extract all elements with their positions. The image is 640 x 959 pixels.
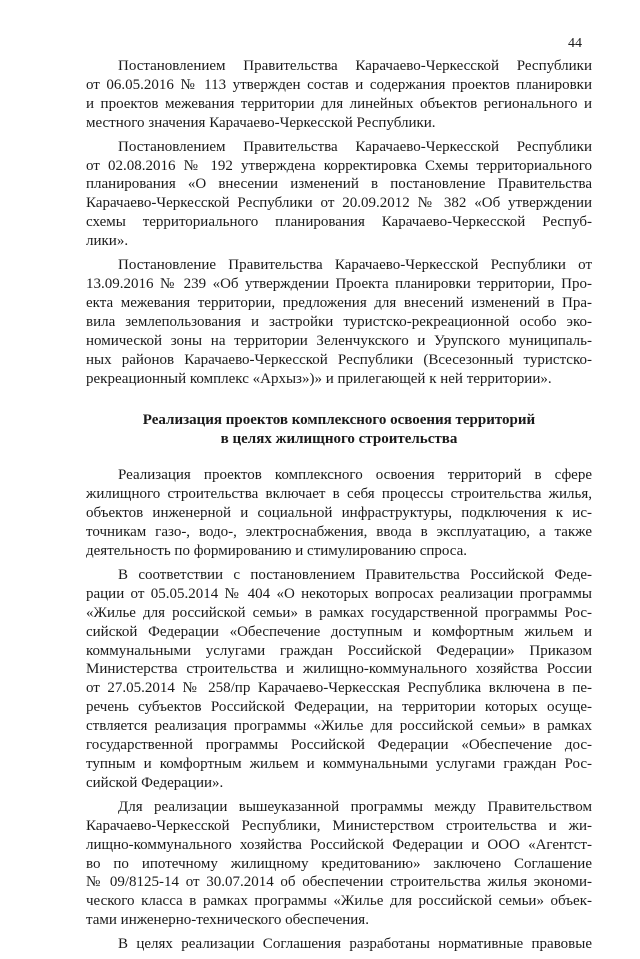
text-line: ческого класса в рамках программы «Жилье для российской семьи» объек- <box>86 893 592 910</box>
text-line: «Жилье для российской семьи» в рамках государственной программы Рос- <box>86 604 592 621</box>
paragraph <box>86 566 592 793</box>
text-line: точникам газо-, водо-, электроснабжения, ввода в эксплуатацию, а также <box>86 524 592 541</box>
paragraph <box>86 798 592 930</box>
text-line: ных районов Карачаево-Черкесской Республики (Всесезонный туристско- <box>86 351 592 368</box>
paragraphs-bottom <box>86 466 592 954</box>
text-line: жилищного строительства включает в себя процессы строительства жилья, <box>86 486 592 503</box>
paragraph <box>86 935 592 954</box>
text-line: от 06.05.2016 № 113 утвержден состав и содержания проектов планировки <box>86 76 592 93</box>
text-line: государственной программы Российской Федерации «Обеспечение дос- <box>86 737 592 754</box>
paragraph <box>86 256 592 388</box>
text-line: Для реализации вышеуказанной программы между Правительством <box>118 798 592 815</box>
page-number: 44 <box>568 36 582 51</box>
text-line: во по ипотечному жилищному кредитованию» заключено Соглашение <box>86 855 592 872</box>
paragraphs-top <box>86 57 592 388</box>
text-line: номической зоны на территории Зеленчукского и Урупского муниципаль- <box>86 332 592 349</box>
text-line: деятельность по формированию и стимулированию спроса. <box>86 543 467 560</box>
text-line: речень субъектов Российской Федерации, на территории которых осуще- <box>86 699 592 716</box>
text-line: лики». <box>86 233 129 250</box>
text-line: объектов инженерной и социальной инфраструктуры, подключения к ис- <box>86 505 592 522</box>
document-body <box>86 57 592 959</box>
text-line: В целях реализации Соглашения разработаны нормативные правовые <box>118 936 592 953</box>
text-line: от 02.08.2016 № 192 утверждена корректировка Схемы территориального <box>86 157 592 174</box>
section-heading-line-2: в целях жилищного строительства <box>220 431 458 448</box>
text-line: Постановление Правительства Карачаево-Черкесской Республики от <box>118 257 592 274</box>
text-line: местного значения Карачаево-Черкесской Республики. <box>86 114 436 131</box>
text-line: № 09/8125-14 от 30.07.2014 об обеспечении строительства жилья экономи- <box>86 874 592 891</box>
text-line: сийской Федерации». <box>86 774 224 791</box>
text-line: Карачаево-Черкесской Республики от 20.09.2012 № 382 «Об утверждении <box>86 195 592 212</box>
paragraph <box>86 466 592 561</box>
section-heading-line-1: Реализация проектов комплексного освоения территорий <box>142 412 536 429</box>
text-line: и проектов межевания территории для линейных объектов регионального и <box>86 95 592 112</box>
text-line: рации от 05.05.2014 № 404 «О некоторых вопросах реализации программы <box>86 585 592 602</box>
text-line: планирования «О внесении изменений в постановление Правительства <box>86 176 592 193</box>
text-line: рекреационный комплекс «Архыз»)» и прилегающей к ней территории». <box>86 370 552 387</box>
text-line: Постановлением Правительства Карачаево-Черкесской Республики <box>118 58 592 74</box>
text-line: тупным и комфортным жильем и коммунальными услугами граждан Рос- <box>86 756 592 772</box>
text-line: сийской Федерации «Обеспечение доступным и комфортным жильем и <box>86 623 592 640</box>
text-line: тами инженерно-технического обеспечения. <box>86 912 369 929</box>
text-line: екта межевания территории, предложения для внесений изменений в Пра- <box>86 294 592 311</box>
text-line: ствляется реализация программы «Жилье для российской семьи» в рамках <box>86 718 592 735</box>
text-line: от 27.05.2014 № 258/пр Карачаево-Черкесская Республика включена в пе- <box>86 680 592 697</box>
text-line: Карачаево-Черкесской Республики, Министерством строительства и жи- <box>86 817 592 834</box>
paragraph <box>86 138 592 251</box>
paragraph <box>86 57 592 133</box>
text-line: Министерства строительства и жилищно-коммунального хозяйства России <box>86 661 592 678</box>
text-line: В соответствии с постановлением Правительства Российской Феде- <box>118 566 592 583</box>
text-line: схемы территориального планирования Карачаево-Черкесской Респуб- <box>86 214 592 231</box>
text-line: коммунальными услугами граждан Российской Федерации» Приказом <box>86 642 592 659</box>
text-line: Реализация проектов комплексного освоения территорий в сфере <box>118 467 592 484</box>
text-line: лищно-коммунального хозяйства Российской Федерации и ООО «Агентст- <box>86 836 592 853</box>
text-line: вила землепользования и застройки туристско-рекреационной особо эко- <box>86 313 592 330</box>
section-heading <box>86 411 592 449</box>
text-line: Постановлением Правительства Карачаево-Черкесской Республики <box>118 138 592 155</box>
text-line: 13.09.2016 № 239 «Об утверждении Проекта планировки территории, Про- <box>86 275 592 292</box>
